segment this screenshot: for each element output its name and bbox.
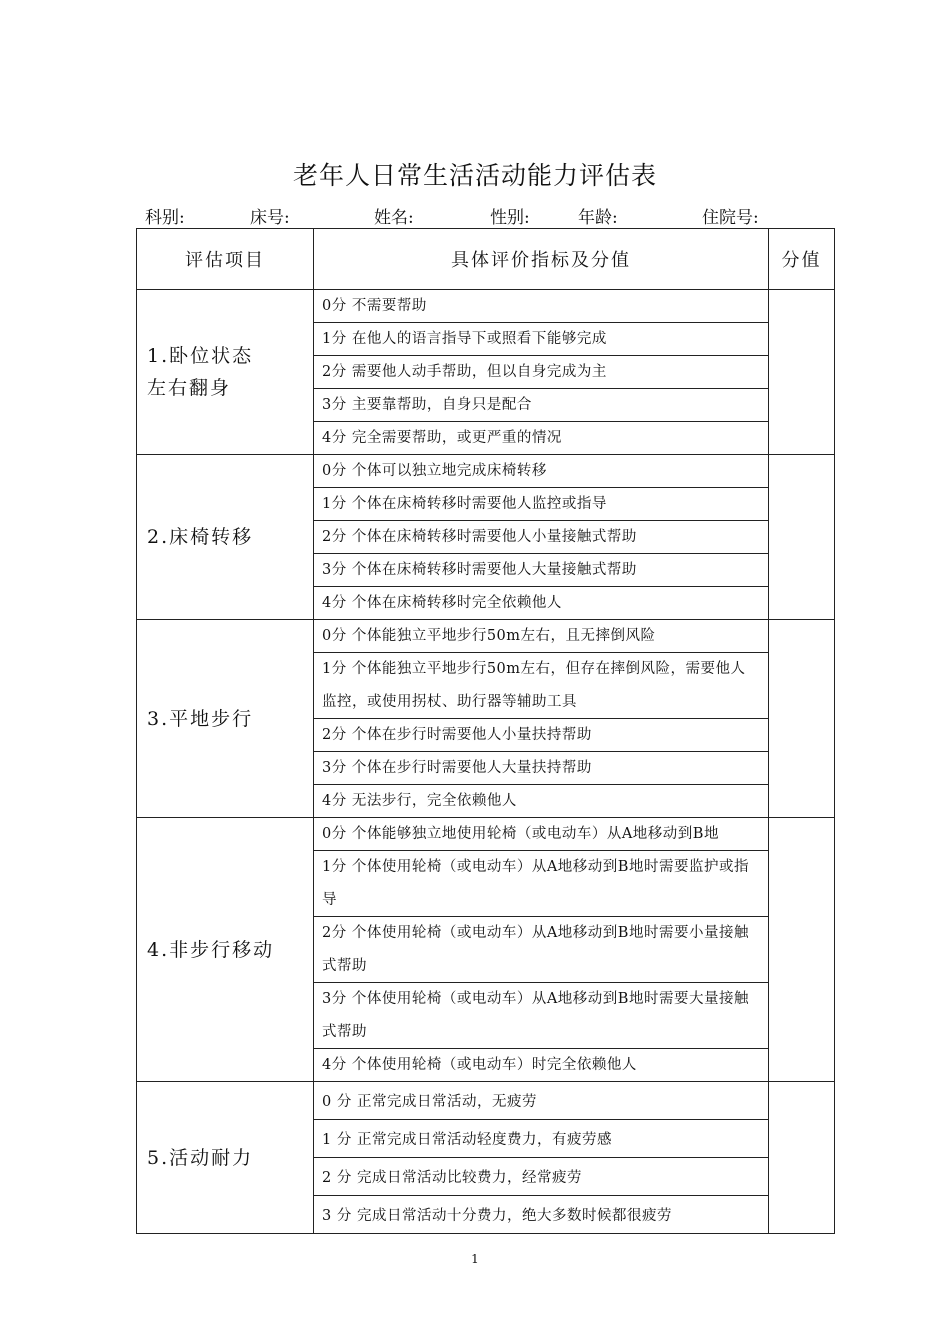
option-text: 4分 个体使用轮椅（或电动车）时完全依赖他人 [314,1049,769,1082]
info-dept-label: 科别: [145,208,185,228]
option-text: 0分 个体能够独立地使用轮椅（或电动车）从A地移动到B地 [314,818,769,851]
option-text: 3分 个体使用轮椅（或电动车）从A地移动到B地时需要大量接触式帮助 [314,983,769,1049]
score-cell-3[interactable] [769,620,835,818]
table-row [137,818,835,851]
info-name-label: 姓名: [374,208,414,228]
info-admission-no-label: 住院号: [702,208,759,228]
table-row [137,290,835,323]
section-label-line: 1.卧位状态 [147,345,254,367]
option-text: 0分 不需要帮助 [314,290,769,323]
option-text: 4分 完全需要帮助，或更严重的情况 [314,422,769,455]
option-text: 1分 个体能独立平地步行50m左右，但存在摔倒风险，需要他人监控，或使用拐杖、助行器等辅助工具 [314,653,769,719]
form-title: 老年人日常生活活动能力评估表 [292,161,657,190]
table-row [137,620,835,653]
option-text: 1分 个体使用轮椅（或电动车）从A地移动到B地时需要监护或指导 [314,851,769,917]
option-text: 3 分 完成日常活动十分费力，绝大多数时候都很疲劳 [314,1196,769,1234]
section-label-line: 2.床椅转移 [147,526,254,548]
header-score: 分值 [769,229,835,290]
score-cell-4[interactable] [769,818,835,1082]
table-header-row [137,229,835,290]
option-text: 1分 个体在床椅转移时需要他人监控或指导 [314,488,769,521]
option-text: 0分 个体能独立平地步行50m左右，且无摔倒风险 [314,620,769,653]
info-age-label: 年龄: [578,208,618,228]
section-label-2 [137,455,314,620]
info-bed-label: 床号: [250,208,290,228]
option-text: 2 分 完成日常活动比较费力，经常疲劳 [314,1158,769,1196]
section-label-5 [137,1082,314,1234]
option-text: 2分 个体在步行时需要他人小量扶持帮助 [314,719,769,752]
section-label-4 [137,818,314,1082]
option-text: 4分 无法步行，完全依赖他人 [314,785,769,818]
score-cell-1[interactable] [769,290,835,455]
table-row [137,1082,835,1120]
option-text: 2分 个体在床椅转移时需要他人小量接触式帮助 [314,521,769,554]
section-label-line: 左右翻身 [147,377,232,399]
option-text: 0分 个体可以独立地完成床椅转移 [314,455,769,488]
option-text: 3分 个体在床椅转移时需要他人大量接触式帮助 [314,554,769,587]
option-text: 2分 个体使用轮椅（或电动车）从A地移动到B地时需要小量接触式帮助 [314,917,769,983]
header-item: 评估项目 [137,229,314,290]
assessment-table [136,228,835,1234]
option-text: 4分 个体在床椅转移时完全依赖他人 [314,587,769,620]
option-text: 3分 个体在步行时需要他人大量扶持帮助 [314,752,769,785]
option-text: 2分 需要他人动手帮助，但以自身完成为主 [314,356,769,389]
section-label-line: 3.平地步行 [147,707,254,730]
score-cell-2[interactable] [769,455,835,620]
page-number: 1 [471,1252,479,1266]
section-label-1 [137,290,314,455]
option-text: 0 分 正常完成日常活动，无疲劳 [314,1082,769,1120]
section-label-3 [137,620,314,818]
option-text: 1分 在他人的语言指导下或照看下能够完成 [314,323,769,356]
option-text: 1 分 正常完成日常活动轻度费力，有疲劳感 [314,1120,769,1158]
info-gender-label: 性别: [490,208,530,228]
score-cell-5[interactable] [769,1082,835,1234]
header-criteria: 具体评价指标及分值 [314,229,769,290]
table-row [137,455,835,488]
section-label-line: 5.活动耐力 [147,1146,254,1169]
section-label-line: 4.非步行移动 [147,938,275,961]
option-text: 3分 主要靠帮助，自身只是配合 [314,389,769,422]
